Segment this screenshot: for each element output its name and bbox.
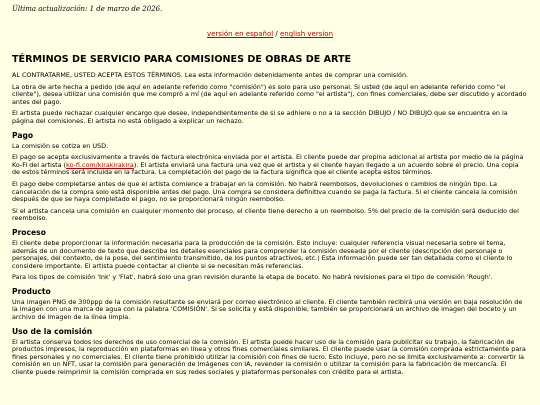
proceso-paragraph-1: El cliente debe proporcionar la información necesaria para la producción de la comisión. Esto incluye: cualquier referencia visual necesaria sobre el tema, además de un documento de texto que describa los detalles esenciales para comprender la comisión deseada por el cliente (descripción del personaje o personajes, del contexto, de la pose, del sentimiento transmitido, de los puntos atractivos, etc.) Esta información puede ser tan detallada como el cliente lo considere importante. El artista puede contactar al cliente si se necesitan más referencias. <box>12 238 513 270</box>
kofi-link[interactable]: ko-fi.com/kirakirakira <box>66 160 134 169</box>
intro-paragraph-1: AL CONTRATARME, USTED ACEPTA ESTOS TÉRMINOS. Lea esta información detenidamente antes de comprar una comisión. <box>12 71 409 79</box>
producto-paragraph-1: Una imagen PNG de 300ppp de la comisión resultante se enviará por correo electrónico al cliente. El cliente también recibirá una versión en baja resolución de la imagen con una marca de agua con la palabra 'COMISIÓN'. Si se solicita y está disponible, también se proporcionará un archivo de imagen del boceto y un archivo de imagen de la línea limpia. <box>12 297 523 322</box>
section-heading-proceso: Proceso <box>12 227 46 237</box>
spanish-version-link[interactable]: versión en español <box>206 30 274 38</box>
pago-paragraph-1: La comisión se cotiza en USD. <box>12 141 109 150</box>
intro-paragraph-2: La obra de arte hecha a pedido (de aquí en adelante referido como "comisión") es solo para uso personal. Si usted (de aquí en adelante referido como "el cliente"), desea utilizar una comisión que me compró a mí (de aquí en adelante referido como "el artista"), con fines comerciales, debe ser discutido y acordado antes del pago. <box>12 82 527 106</box>
pago-text-after-link: ). El artista enviará una factura una vez que el artista y el cliente hayan llegado a un acuerdo sobre el precio. Una copia de estos términos será incluida en la factura. La completación del pago de la factura significa que el cliente acepta estos términos. <box>12 160 519 177</box>
uso-paragraph-1: El artista conserva todos los derechos de uso comercial de la comisión. El artista puede hacer uso de la comisión para publicitar su trabajo, la fabricación de productos impresos, la reproducción en plataformas en línea y otros fines comerciales similares. El cliente puede usar la comisión comprada estrictamente para fines personales y no comerciales. El cliente tiene prohibido utilizar la comisión con fines de lucro. Esto incluye, pero no se limita exclusivamente a: convertir la comisión en un NFT, usar la comisión para generación de imágenes con IA, revender la comisión o utilizar la comisión para la fabricación de mercancía. El cliente puede reimprimir la comisión comprada en sus redes sociales y plataformas personales con crédito para el artista. <box>12 337 526 377</box>
page-title: TÉRMINOS DE SERVICIO PARA COMISIONES DE OBRAS DE ARTE <box>12 54 352 65</box>
pago-text-before-link: El pago se acepta exclusivamente a través de factura electrónica enviada por el artista. El cliente puede dar propina adicional al artista por medio de la página Ko-Fi del artista ( <box>12 153 524 169</box>
intro-paragraph-3: El artista puede rechazar cualquier encargo que desee, independientemente de si se adhiere o no a la sección DIBUJO / NO DIBUJO que se encuentra en la página del comisiones. El artista no está obligado a explicar un rechazo. <box>12 109 508 125</box>
pago-paragraph-2 <box>12 154 528 177</box>
proceso-paragraph-2: Para los tipos de comisión 'Ink' y 'Flat', habrá solo una gran revisión durante la etapa de boceto. No habrá revisiones para el tipo de comisión 'Rough'. <box>12 273 493 282</box>
section-heading-pago: Pago <box>12 130 34 140</box>
last-updated: Última actualización: 1 de marzo de 2026. <box>12 5 163 13</box>
language-switcher <box>0 31 540 39</box>
pago-paragraph-4: Si el artista cancela una comisión en cualquier momento del proceso, el cliente tiene derecho a un reembolso. 5% del precio de la comisión será deducido del reembolso. <box>12 206 519 223</box>
pago-paragraph-3: El pago debe completarse antes de que el artista comience a trabajar en la comisión. No habrá reembolsos, devoluciones o cambios de ningún tipo. La cancelación de la compra solo está disponible antes del pago. Una compra se considera definitiva cuando se paga la factura. Si el cliente cancela la comisión después de que se haya completado el pago, no se proporcionará ningún reembolso. <box>12 179 518 204</box>
english-version-link[interactable]: english version <box>279 30 334 38</box>
section-heading-producto: Producto <box>12 286 51 296</box>
section-heading-uso: Uso de la comisión <box>12 326 93 336</box>
terms-content <box>12 72 528 381</box>
language-separator: / <box>273 30 280 38</box>
